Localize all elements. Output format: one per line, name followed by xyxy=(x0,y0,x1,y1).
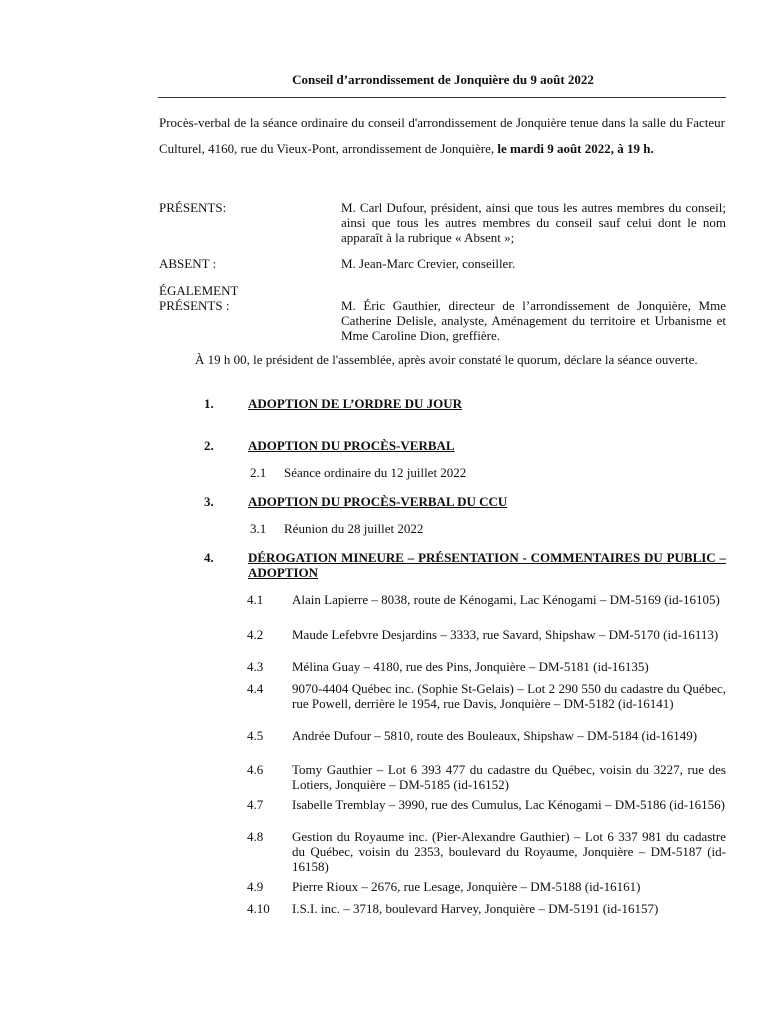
item-text: 9070-4404 Québec inc. (Sophie St-Gelais) – Lot 2 290 550 du cadastre du Québec, rue Powell, derrière le 1954, rue Davis, Jonquière – DM-5182 (id-16141) xyxy=(292,681,726,711)
subitem-text: Séance ordinaire du 12 juillet 2022 xyxy=(284,465,467,480)
subitem-number: 3.1 xyxy=(250,521,267,536)
item-number: 4.5 xyxy=(247,728,264,743)
item-text: Alain Lapierre – 8038, route de Kénogami, Lac Kénogami – DM-5169 (id-16105) xyxy=(292,592,720,607)
item-text: Mélina Guay – 4180, rue des Pins, Jonquière – DM-5181 (id-16135) xyxy=(292,659,649,674)
section-number: 4. xyxy=(204,550,214,565)
section-heading: ADOPTION DU PROCÈS-VERBAL xyxy=(248,438,455,453)
item-number: 4.4 xyxy=(247,681,264,696)
item-text: Pierre Rioux – 2676, rue Lesage, Jonquière – DM-5188 (id-16161) xyxy=(292,879,641,894)
subitem-number: 2.1 xyxy=(250,465,267,480)
item-number: 4.10 xyxy=(247,901,270,916)
subitem-text: Réunion du 28 juillet 2022 xyxy=(284,521,424,536)
item-number: 4.3 xyxy=(247,659,264,674)
subitem-3-1 xyxy=(250,521,423,536)
item-number: 4.6 xyxy=(247,762,264,777)
item-text: Maude Lefebvre Desjardins – 3333, rue Savard, Shipshaw – DM-5170 (id-16113) xyxy=(292,627,719,642)
opening-paragraph: À 19 h 00, le président de l'assemblée, après avoir constaté le quorum, déclare la séance ouverte. xyxy=(195,352,698,367)
presents-value: M. Carl Dufour, président, ainsi que tous les autres membres du conseil; ainsi que tous les autres membres du conseil sauf celui dont le nom apparaît à la rubrique « Absent »; xyxy=(341,200,726,245)
section-number: 2. xyxy=(204,438,214,453)
item-number: 4.1 xyxy=(247,592,264,607)
item-text: Isabelle Tremblay – 3990, rue des Cumulus, Lac Kénogami – DM-5186 (id-16156) xyxy=(292,797,725,812)
item-number: 4.9 xyxy=(247,879,264,894)
section-heading: ADOPTION DU PROCÈS-VERBAL DU CCU xyxy=(248,494,508,509)
item-number: 4.7 xyxy=(247,797,264,812)
item-number: 4.8 xyxy=(247,829,264,844)
absent-label: ABSENT : xyxy=(159,256,217,271)
title-divider xyxy=(158,97,726,98)
section-heading: ADOPTION DE L’ORDRE DU JOUR xyxy=(248,396,463,411)
item-text: Gestion du Royaume inc. (Pier-Alexandre Gauthier) – Lot 6 337 981 du cadastre du Québec, voisin du 2353, boulevard du Royaume, Jonquière – DM-5187 (id-16158) xyxy=(292,829,726,874)
intro-date: le mardi 9 août 2022, à 19 h. xyxy=(497,141,654,156)
also-present-label-line1: ÉGALEMENT xyxy=(159,283,239,298)
section-number: 1. xyxy=(204,396,214,411)
also-present-label xyxy=(159,283,329,313)
presents-label: PRÉSENTS: xyxy=(159,200,227,215)
item-number: 4.2 xyxy=(247,627,264,642)
intro-text: Procès-verbal de la séance ordinaire du conseil d'arrondissement de Jonquière tenue dans la salle du Facteur Culturel, 4160, rue du Vieux-Pont, arrondissement de Jonquière, xyxy=(159,115,725,156)
also-present-label-line2: PRÉSENTS : xyxy=(159,298,230,313)
page-title: Conseil d’arrondissement de Jonquière du 9 août 2022 xyxy=(292,72,594,87)
subitem-2-1 xyxy=(250,465,466,480)
also-present-value: M. Éric Gauthier, directeur de l’arrondissement de Jonquière, Mme Catherine Delisle, analyste, Aménagement du territoire et Urbanisme et Mme Caroline Dion, greffière. xyxy=(341,298,726,343)
absent-value: M. Jean-Marc Crevier, conseiller. xyxy=(341,256,516,271)
section-number: 3. xyxy=(204,494,214,509)
item-text: Tomy Gauthier – Lot 6 393 477 du cadastre du Québec, voisin du 3227, rue des Lotiers, Jonquière – DM-5185 (id-16152) xyxy=(292,762,726,792)
item-text: Andrée Dufour – 5810, route des Bouleaux, Shipshaw – DM-5184 (id-16149) xyxy=(292,728,698,743)
intro-paragraph xyxy=(159,110,725,162)
section-heading: DÉROGATION MINEURE – PRÉSENTATION - COMMENTAIRES DU PUBLIC – ADOPTION xyxy=(248,550,726,580)
item-text: I.S.I. inc. – 3718, boulevard Harvey, Jonquière – DM-5191 (id-16157) xyxy=(292,901,659,916)
